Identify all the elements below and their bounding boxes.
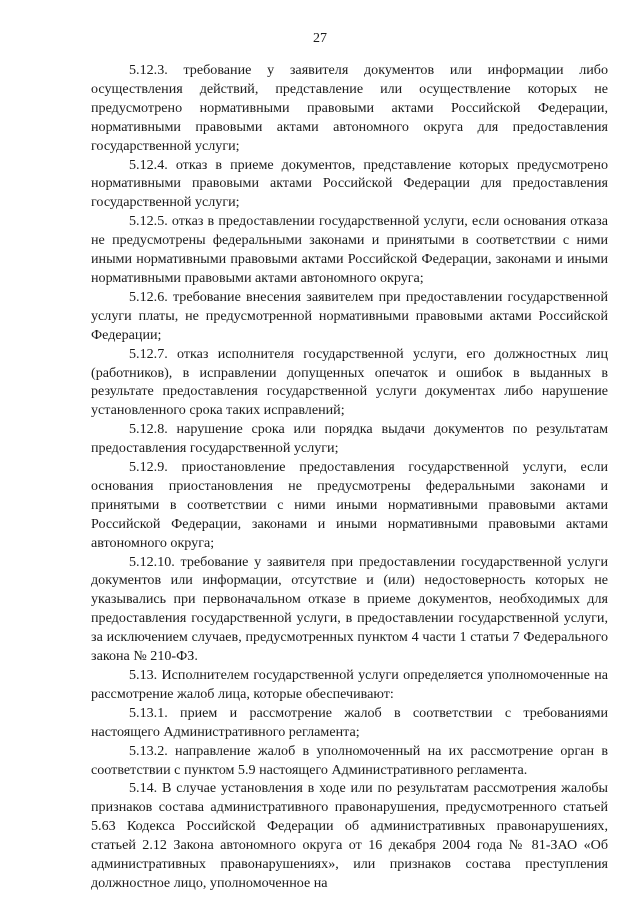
paragraph-5-13-2: 5.13.2. направление жалоб в уполномоченный на их рассмотрение орган в соответствии с пунктом 5.9 настоящего Административного регламента. xyxy=(91,742,608,778)
paragraph-5-12-6: 5.12.6. требование внесения заявителем при предоставлении государственной услуги платы, не предусмотренной нормативными правовыми актами Российской Федерации; xyxy=(91,288,608,343)
paragraph-5-12-5: 5.12.5. отказ в предоставлении государственной услуги, если основания отказа не предусмотрены федеральными законами и принятыми в соответствии с ними иными нормативными правовыми актами Российской Федерации, законами и иными нормативными правовыми актами автономного округа; xyxy=(91,213,608,286)
paragraph-5-12-3: 5.12.3. требование у заявителя документов или информации либо осуществления действий, представление или осуществление которых не предусмотрено нормативными правовыми актами Российской Федерации, нормативными правовыми актами автономного округа для предоставления государственной услуги; xyxy=(91,62,608,154)
paragraph-5-13: 5.13. Исполнителем государственной услуги определяется уполномоченные на рассмотрение жалоб лица, которые обеспечивают: xyxy=(91,667,608,702)
paragraph-5-12-8: 5.12.8. нарушение срока или порядка выдачи документов по результатам предоставления государственной услуги; xyxy=(91,421,608,457)
paragraph-5-12-10: 5.12.10. требование у заявителя при предоставлении государственной услуги документов или информации, отсутствие и (или) недостоверность которых не указывались при первоначальном отказе в приеме документов, необходимых для предоставления государственной услуги, в предоставлении государственной услуги, за исключением случаев, предусмотренных пунктом 4 части 1 статьи 7 Федерального закона № 210-ФЗ. xyxy=(91,553,608,665)
page-number: 27 xyxy=(313,31,327,46)
paragraph-5-12-4: 5.12.4. отказ в приеме документов, представление которых предусмотрено нормативными правовыми актами Российской Федерации для предоставления государственной услуги; xyxy=(91,156,608,211)
paragraph-5-13-1: 5.13.1. прием и рассмотрение жалоб в соответствии с требованиями настоящего Административного регламента; xyxy=(91,704,608,740)
paragraph-5-14: 5.14. В случае установления в ходе или по результатам рассмотрения жалобы признаков состава административного правонарушения, предусмотренного статьей 5.63 Кодекса Российской Федерации об административных правонарушениях, статьей 2.12 Закона автономного округа от 16 декабря 2004 года № 81-ЗАО «Об административных правонарушениях», или признаков состава преступления должностное лицо, уполномоченное на xyxy=(91,780,608,891)
document-body xyxy=(91,61,608,893)
paragraph-5-12-7: 5.12.7. отказ исполнителя государственной услуги, его должностных лиц (работников), в исправлении допущенных опечаток и ошибок в выданных в результате предоставления государственной услуги документах либо нарушение установленного срока таких исправлений; xyxy=(91,345,608,419)
paragraph-5-12-9: 5.12.9. приостановление предоставления государственной услуги, если основания приостановления не предусмотрены федеральными законами и принятыми в соответствии с ними иными нормативными правовыми актами Российской Федерации, законами и иными нормативными правовыми актами автономного округа; xyxy=(91,459,608,551)
